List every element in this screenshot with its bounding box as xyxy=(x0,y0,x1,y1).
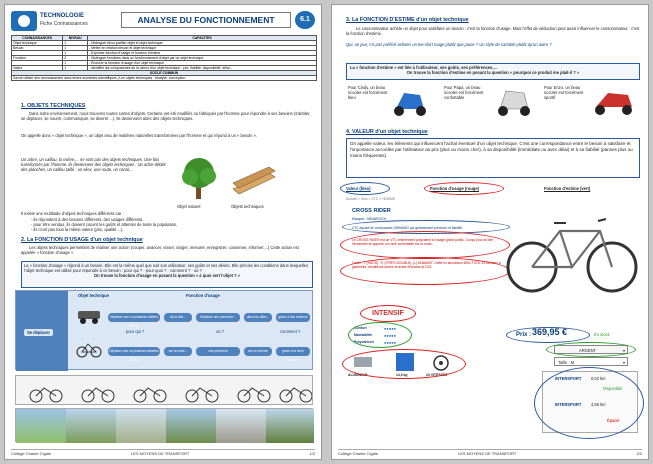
specs-usage-oval xyxy=(340,257,510,285)
footer-title: LES MOYENS DE TRANSPORT xyxy=(458,451,517,456)
legend-usage-oval xyxy=(424,182,504,195)
photo xyxy=(116,409,166,443)
price-value-oval xyxy=(506,327,590,343)
bicycle-picture xyxy=(502,201,642,301)
table-cell: Valeur xyxy=(12,66,63,71)
rating-label: Maniabilité xyxy=(354,333,373,337)
landscapes-photo-row xyxy=(15,408,313,442)
store-status: Épuisé xyxy=(607,418,620,423)
store-status: Disponible xyxy=(603,386,623,391)
diagram-col-object: Objet technique xyxy=(78,293,109,298)
spec-gears: 24 VITESSES xyxy=(426,373,448,377)
legend-estime: Fonction d'estime (vert) xyxy=(544,186,591,191)
footer-school: Collège Chante Cigale xyxy=(338,451,379,456)
sport-scooter-picture xyxy=(592,85,636,117)
diagram-row2-where: sur la route... xyxy=(164,347,192,356)
table-cell: - Identifier les composantes de la valeur d'un objet technique : prix, fiabilité, disponibilité, délai... xyxy=(88,66,317,71)
footer xyxy=(338,449,642,456)
diagram-row1-who: Déplacer une ou plusieurs milliers de kg xyxy=(108,313,160,322)
diagram-q-how: comment ? xyxy=(280,329,301,334)
desc-usage-oval xyxy=(340,231,510,259)
bicycles-illustration xyxy=(22,380,312,404)
usage-definition-text: La « fonction d'usage » répond à un besoin. Elle est la même quel que soit son utilisateur, ses goûts et ses désirs. Elle précise les conditions dans lesquelles l'objet technique est utilisé pour répondre à ce besoin : pour qui ? - pour quoi ? - comment ? - où ? xyxy=(24,263,309,273)
photo xyxy=(66,409,116,443)
stock-status: En stock xyxy=(594,332,610,337)
list-item: - ils n'ont pas tous la même valeur (prix, qualité ...). xyxy=(31,227,124,232)
store-name: INTERSPORT xyxy=(555,376,582,381)
car-icon xyxy=(76,305,102,325)
list-item: - pour être vendus, ils doivent couvrir les goûts et attentes de toute la population, xyxy=(31,222,178,227)
table-cell: 1 xyxy=(63,61,88,66)
header xyxy=(11,11,317,31)
section-2-title: 2. La FONCTION D'USAGE d'un objet technique xyxy=(21,237,143,243)
bicycle-icon xyxy=(76,339,102,359)
table-cell: - Mettre en relation besoin et objet technique xyxy=(88,46,317,51)
footer-school: Collège Chante Cigale xyxy=(11,451,52,456)
store-distance: 0,02 km xyxy=(591,376,606,381)
product-specs-desc: Cadre : 7 (HATIS), 'S' (TRIPO-DOUBLE), (L) DIAMANT. Cette en aluminium 6061 T4T6. 24 vitesses à gâchettes, dérailleurs arrière et avant Shimano ALTUS. xyxy=(352,261,501,269)
product-short-desc: VTC équipé de composants SHIMANO qui garantissent précision et fiabilité. xyxy=(352,226,464,230)
scooter-caption-cindy: Pour Cindy, un beau scooter est forcément bleu xyxy=(348,85,388,100)
table-cell: 2 xyxy=(63,56,88,61)
page-2 xyxy=(331,4,649,460)
ratings-list xyxy=(354,325,434,346)
product-long-desc: Le CROSS RIDER est un VTC entièrement polyvalent à l'usage grand public. Conçu pour la ville l'ensemble lui apporte un roulé confortable sur la route... xyxy=(352,238,493,246)
section-1-variety-intro: Il existe une multitude d'objets techniques différents car : xyxy=(21,211,124,216)
chevron-down-icon: ▾ xyxy=(622,348,625,353)
product-brand: Marque : MINAROCK xyxy=(352,217,387,221)
stores-value-oval xyxy=(534,367,644,439)
socle-label: SOCLE COMMUN xyxy=(12,71,317,76)
scooter-caption-papa: Pour Papa, un beau scooter est forcément confortable xyxy=(444,85,484,100)
estime-question: On trouve la fonction d'estime en posant la question « pourquoi ce produit me plait-il ? » xyxy=(406,70,580,75)
socle-row: Savoir utiliser des connaissances dans divers domaines scientifiques | Les objets techniques : Analyse, conception. xyxy=(12,76,317,81)
planks-picture xyxy=(231,167,277,197)
usage-definition-box xyxy=(21,261,313,288)
diagram-row2-what: une personne xyxy=(196,347,240,356)
rating-label: Polyvalence xyxy=(354,340,375,344)
price-label: Prix : xyxy=(516,332,532,338)
section-1-examples: Un arbre, un caillou, la rivière,... ne sont pas des objets techniques. Une fois transformés par l'homme, ils deviennent des objets techniques : Un arbre débité : des planches, un caillou taillé : un silex, une route, un canal,... xyxy=(21,157,169,172)
product-breadcrumb: Accueil > Vélo > VTC > HOMME xyxy=(346,197,396,201)
photo xyxy=(166,409,216,443)
table-cell: 1 xyxy=(63,46,88,51)
diagram-row2-who: Déplacer une ou plusieurs dizaines de kg xyxy=(109,349,159,362)
page-title: ANALYSE DU FONCTIONNEMENT xyxy=(121,12,291,28)
sheet-number-badge: 6.1 xyxy=(295,11,315,29)
diagram-q-who: pour qui ? xyxy=(126,329,145,334)
diagram-col-function: Fonction d'usage xyxy=(186,293,220,298)
value-definition-box xyxy=(346,138,640,178)
competences-table xyxy=(11,35,317,81)
footer-title: LES MOYENS DE TRANSPORT xyxy=(131,451,190,456)
spec-material: ALUMINIUM xyxy=(348,373,368,377)
tree-picture xyxy=(175,155,223,203)
comfort-scooter-picture xyxy=(494,85,534,117)
section-3-question: Qui, un jour, n'a pas préféré acheter un tee-shirt rouge plutôt que jaune ? Un style de cartable plutôt qu'un autre ? xyxy=(346,42,552,47)
rating-dots: ●●●●● xyxy=(384,326,397,331)
section-3-intro: Le consommateur achète un objet pour satisfaire un besoin : c'est la fonction d'usage. Mais l'effet de séduction peut aussi influencer le consommateur : c'est la fonction d'estime. xyxy=(346,26,640,36)
section-4-title: 4. VALEUR d'un objet technique xyxy=(346,129,428,135)
rating-dots: ●●●●● xyxy=(384,340,397,345)
table-cell: - Exprimer fonction d'usage et fonction d'estime xyxy=(88,51,317,56)
page-1 xyxy=(4,4,322,460)
bicycles-photo-row xyxy=(15,375,313,405)
table-cell: - Distinguer et/ou justifier objet et objet technique xyxy=(88,41,317,46)
value-definition-text: On appelle valeur, les éléments qui influencent l'achat éventuel d'un objet technique. C'est une correspondance entre le besoin à satisfaire et l'importance accordée par l'utilisateur au prix (plus ou moins cher), à sa disponibilité (immédiate ou avec délai) et à sa fiabilité (pannes plus ou moins fréquentes). xyxy=(350,141,633,158)
color-select-value: ARGENT xyxy=(579,348,597,353)
table-cell: 1 xyxy=(63,51,88,56)
table-cell: - Énoncer la fonction d'usage d'un objet technique xyxy=(88,61,317,66)
table-cell: 1 xyxy=(63,41,88,46)
photo xyxy=(266,409,314,443)
diagram-row2-how: grâce à la force humaine xyxy=(276,347,310,356)
rating-dots: ●●●●● xyxy=(384,333,397,338)
footer xyxy=(11,449,315,456)
list-item: - ils répondent à des besoins différents, des usages différents, xyxy=(31,217,144,222)
diagram-q-where: où ? xyxy=(216,329,224,334)
ratings-estime-oval xyxy=(348,322,412,348)
store-name: INTERSPORT xyxy=(555,402,582,407)
chevron-down-icon: ▾ xyxy=(622,360,625,365)
diagram-row2-place: sur un chemin xyxy=(244,347,272,356)
legend-value-oval xyxy=(340,182,390,195)
estime-definition-box xyxy=(346,63,640,80)
subject-label: TECHNOLOGIE xyxy=(40,13,85,19)
price-value: 369,95 € xyxy=(532,327,568,337)
intensif-oval xyxy=(360,305,416,322)
color-estime-oval xyxy=(546,342,636,357)
competences-header-cell: NIVEAU xyxy=(63,36,88,41)
table-cell: - Distinguer fonctions dans un fonctionnement d'objet par un objet technique xyxy=(88,56,317,61)
scooter-caption-enzo: Pour Enzo, un beau scooter est forcément sportif xyxy=(544,85,584,100)
technical-object-label: Objets techniques xyxy=(231,204,264,209)
diagram-row1-place: dans les villes... xyxy=(244,313,272,322)
legend-usage: Fonction d'usage (rouge) xyxy=(430,186,479,191)
spec-weight: 14,3 kg xyxy=(396,373,408,377)
usage-function-diagram xyxy=(15,290,313,370)
product-name: CROSS RIDER xyxy=(352,208,391,214)
table-cell: Besoin xyxy=(12,46,63,51)
intensif-badge: INTENSIF xyxy=(372,310,404,317)
sheet-label: Fiche Connaissances xyxy=(40,21,88,27)
table-cell: Objet technique xyxy=(12,41,63,46)
rating-label: Confort xyxy=(354,326,367,330)
section-1-title: 1. OBJETS TECHNIQUES xyxy=(21,103,86,109)
store-distance: 4,55 km xyxy=(591,402,606,407)
size-select[interactable] xyxy=(554,357,628,366)
competences-header-cell: CAPACITES xyxy=(88,36,317,41)
section-3-title: 3. La FONCTION D'ESTIME d'un objet technique xyxy=(346,17,469,23)
section-1-intro: Dans notre environnement, nous trouvons toutes sortes d'objets. Certains ont été modifiés ou fabriqués par l'homme pour répondre à ses besoins (s'abriter, se déplacer, se nourrir, communiquer, se divertir ...). Ils deviennent alors des objets techniques. xyxy=(21,111,311,121)
estime-definition-text: La « fonction d'estime » est liée à l'utilisateur, ses goûts, ses préférences,... xyxy=(350,65,497,70)
diagram-need-text: Se déplacer xyxy=(24,329,53,336)
table-cell: Fonction xyxy=(12,56,63,61)
competences-header-cell: CONNAISSANCES xyxy=(12,36,63,41)
legend-value: Valeur (bleu) xyxy=(346,186,371,191)
school-logo xyxy=(11,11,37,31)
usage-question: On trouve la fonction d'usage en posant la question « à quoi sert l'objet ? » xyxy=(93,273,241,278)
footer-page: 1/2 xyxy=(309,451,315,456)
size-select-value: Taille : M xyxy=(558,360,575,365)
section-1-definition: On appelle donc « objet technique », un objet issu de matières naturelles transformées par l'homme et qui répond à un « besoin ». xyxy=(21,133,258,138)
footer-page: 2/2 xyxy=(636,451,642,456)
diagram-row1-how: grâce à des moteurs xyxy=(276,313,310,322)
blue-scooter-picture xyxy=(390,85,430,117)
photo xyxy=(216,409,266,443)
section-2-intro: Les objets techniques permettent de réaliser une action (couper, avancer, visser, ranger, mesurer, enregistrer, conserver, informer,...) Cette action est appelée « fonction d'usage ». xyxy=(21,245,299,255)
diagram-row1-where: de la ville... xyxy=(164,313,192,322)
table-cell: 1 xyxy=(63,66,88,71)
photo xyxy=(16,409,66,443)
specs-icons-oval xyxy=(342,349,466,379)
natural-object-label: Objet naturel xyxy=(177,204,201,209)
diagram-row1-what: Déplacer une personne... xyxy=(196,313,240,322)
section-1-variety-list xyxy=(31,217,313,232)
